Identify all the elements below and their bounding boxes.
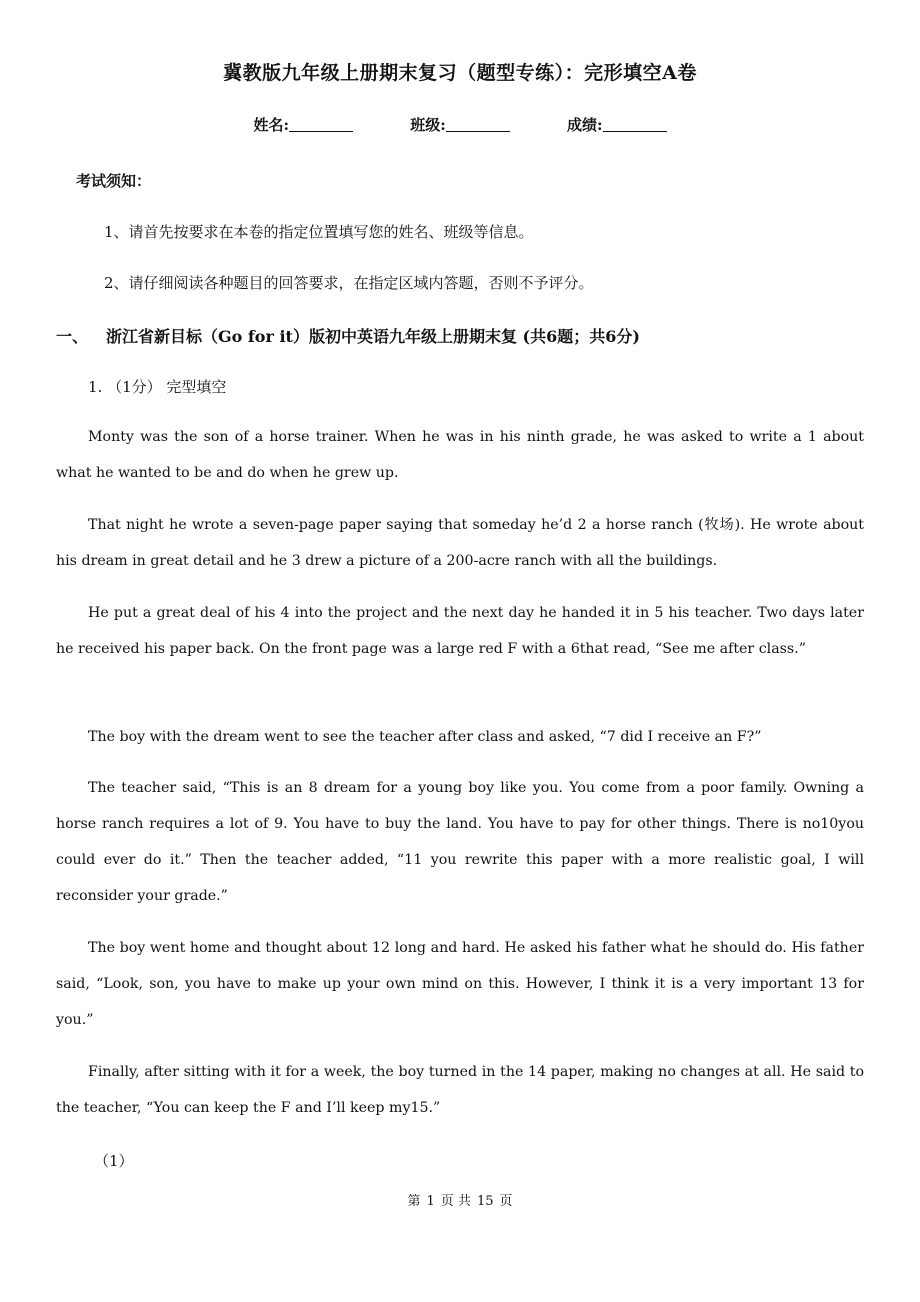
section-number: 一、 <box>56 327 89 346</box>
footer-total-pages: 15 <box>476 1194 494 1209</box>
name-field <box>253 114 353 135</box>
paragraph-text: The teacher said, “This is an 8 dream for a young boy like you. You come from a poor family. Owning a horse ranch requires a lot of 9. You have to buy the land. You have to pay for other things. There is no10you could ever do it.” Then the teacher added, “11 you rewrite this paper with a more realistic goal, I will reconsider your grade.” <box>56 780 864 904</box>
notice-heading: 考试须知： <box>76 172 152 190</box>
name-blank[interactable] <box>289 117 353 132</box>
page-footer <box>0 1190 920 1209</box>
passage-paragraph-3 <box>56 595 864 667</box>
passage-paragraph-1 <box>56 419 864 491</box>
footer-mid: 页 共 <box>440 1194 471 1209</box>
class-label: 班级: <box>410 116 446 134</box>
name-label: 姓名: <box>253 116 289 134</box>
score-label: 成绩: <box>567 116 603 134</box>
student-info-row <box>0 114 920 135</box>
question-head: 1. （1分） 完型填空 <box>88 378 227 396</box>
notice-item-1: 1、请首先按要求在本卷的指定位置填写您的姓名、班级等信息。 <box>104 223 534 241</box>
paragraph-text: That night he wrote a seven-page paper saying that someday he’d 2 a horse ranch (牧场). He wrote about his dream in great detail and he 3 drew a picture of a 200-acre ranch with all the buildings. <box>56 517 864 569</box>
passage-paragraph-5 <box>56 770 864 914</box>
footer-suffix: 页 <box>499 1194 513 1209</box>
footer-prefix: 第 <box>407 1194 421 1209</box>
passage-paragraph-7 <box>56 1054 864 1126</box>
section-heading <box>56 324 640 347</box>
score-field <box>567 114 667 135</box>
class-blank[interactable] <box>446 117 510 132</box>
notice-item-2: 2、请仔细阅读各种题目的回答要求，在指定区域内答题，否则不予评分。 <box>104 274 594 292</box>
class-field <box>410 114 510 135</box>
paragraph-text: He put a great deal of his 4 into the project and the next day he handed it in 5 his teacher. Two days later he received his paper back. On the front page was a large red F with a 6that read, “See me after class.” <box>56 605 864 657</box>
paragraph-text: The boy went home and thought about 12 long and hard. He asked his father what he should do. His father said, “Look, son, you have to make up your own mind on this. However, I think it is a very important 13 for you.” <box>56 940 864 1028</box>
footer-page-number: 1 <box>426 1194 435 1209</box>
passage-paragraph-4 <box>56 719 864 755</box>
paragraph-text: Monty was the son of a horse trainer. When he was in his ninth grade, he was asked to write a 1 about what he wanted to be and do when he grew up. <box>56 429 864 481</box>
passage-paragraph-2 <box>56 507 864 579</box>
score-blank[interactable] <box>603 117 667 132</box>
paragraph-text: The boy with the dream went to see the teacher after class and asked, “7 did I receive an F?” <box>88 729 762 745</box>
section-title: 浙江省新目标（Go for it）版初中英语九年级上册期末复 (共6题；共6分) <box>106 327 640 346</box>
paragraph-text: Finally, after sitting with it for a week, the boy turned in the 14 paper, making no changes at all. He said to the teacher, “You can keep the F and I’ll keep my15.” <box>56 1064 864 1116</box>
passage-paragraph-6 <box>56 930 864 1038</box>
sub-question-label: （1） <box>94 1152 134 1170</box>
document-title: 冀教版九年级上册期末复习（题型专练）：完形填空A卷 <box>223 62 697 84</box>
